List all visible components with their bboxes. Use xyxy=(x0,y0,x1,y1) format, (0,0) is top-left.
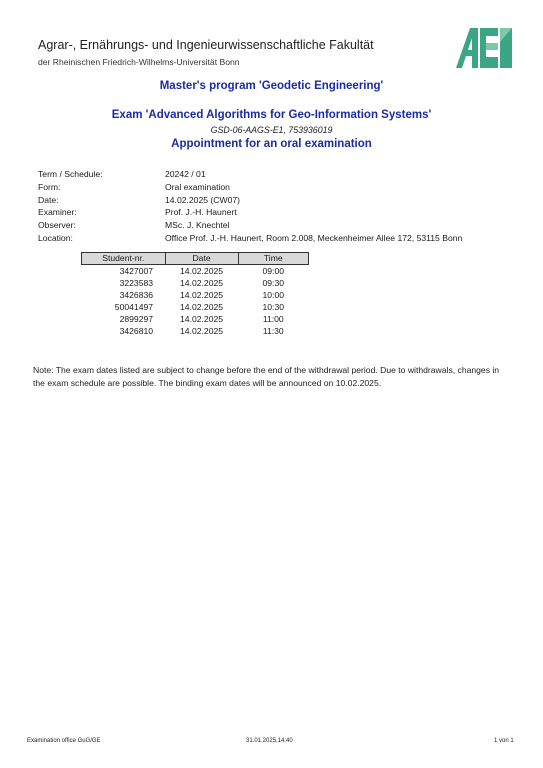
info-row-examiner xyxy=(38,206,508,219)
time-cell: 09:30 xyxy=(262,278,285,289)
info-row-observer xyxy=(38,219,508,232)
date-cell: 14.02.2025 xyxy=(180,290,224,301)
table-row xyxy=(82,289,309,301)
info-value: 14.02.2025 (CW07) xyxy=(165,194,240,205)
info-value: MSc. J. Knechtel xyxy=(165,220,230,231)
university-name: der Rheinischen Friedrich-Wilhelms-Universität Bonn xyxy=(38,57,240,67)
date-cell: 14.02.2025 xyxy=(180,326,224,337)
appointment-title: Appointment for an oral examination xyxy=(171,138,372,150)
info-label: Form: xyxy=(38,181,61,192)
student-nr-cell: 3223583 xyxy=(119,278,154,289)
info-value: 20242 / 01 xyxy=(165,169,206,179)
faculty-name: Agrar-, Ernährungs- und Ingenieurwissenschaftliche Fakultät xyxy=(38,38,374,52)
date-cell: 14.02.2025 xyxy=(180,266,224,276)
table-header-row xyxy=(82,253,309,265)
student-nr-cell: 3426810 xyxy=(119,326,154,337)
student-nr-cell: 3426836 xyxy=(119,290,154,301)
withdrawal-note: Note: The exam dates listed are subject to change before the end of the withdrawal period. Due to withdrawals, changes in the exam schedule are possible. The binding exam dates will be announced on 10.02.2025. xyxy=(33,365,500,388)
table-row xyxy=(82,313,309,325)
student-nr-cell: 2899297 xyxy=(119,314,154,325)
footer-timestamp: 31.01.2025,14:40 xyxy=(246,738,293,744)
faculty-logo-icon xyxy=(456,28,512,68)
exam-code: GSD-06-AAGS-E1, 753936019 xyxy=(210,125,333,135)
table-row xyxy=(82,277,309,289)
date-cell: 14.02.2025 xyxy=(180,278,224,289)
info-row-term xyxy=(38,168,508,181)
info-value: Prof. J.-H. Haunert xyxy=(165,207,237,218)
schedule-table xyxy=(81,252,309,338)
info-row-form xyxy=(38,181,508,194)
time-cell: 11:30 xyxy=(262,326,284,337)
table-row xyxy=(82,301,309,313)
footer-office: Examination office GuG/GE xyxy=(27,738,101,744)
table-row xyxy=(82,265,309,278)
time-cell: 10:30 xyxy=(262,302,285,313)
column-header-date: Date xyxy=(165,253,238,265)
exam-info xyxy=(38,168,508,245)
footer-page-number: 1 von 1 xyxy=(494,738,514,744)
student-nr-cell: 3427007 xyxy=(119,266,154,276)
info-value: Oral examination xyxy=(165,181,230,192)
time-cell: 10:00 xyxy=(262,290,285,301)
date-cell: 14.02.2025 xyxy=(180,314,224,325)
info-value: Office Prof. J.-H. Haunert, Room 2.008, Meckenheimer Allee 172, 53115 Bonn xyxy=(165,232,463,243)
info-label: Term / Schedule: xyxy=(38,169,103,179)
exam-title: Exam 'Advanced Algorithms for Geo-Information Systems' xyxy=(111,109,432,121)
column-header-time: Time xyxy=(238,253,308,265)
info-row-location xyxy=(38,232,508,245)
info-label: Examiner: xyxy=(38,207,77,218)
info-label: Observer: xyxy=(38,220,76,231)
info-label: Location: xyxy=(38,232,73,243)
program-title: Master's program 'Geodetic Engineering' xyxy=(159,80,384,92)
table-row xyxy=(82,325,309,337)
info-row-date xyxy=(38,194,508,207)
time-cell: 09:00 xyxy=(262,266,285,276)
time-cell: 11:00 xyxy=(262,314,284,325)
column-header-student-nr: Student-nr. xyxy=(82,253,166,265)
student-nr-cell: 50041497 xyxy=(114,302,154,313)
info-label: Date: xyxy=(38,194,59,205)
date-cell: 14.02.2025 xyxy=(180,302,224,313)
